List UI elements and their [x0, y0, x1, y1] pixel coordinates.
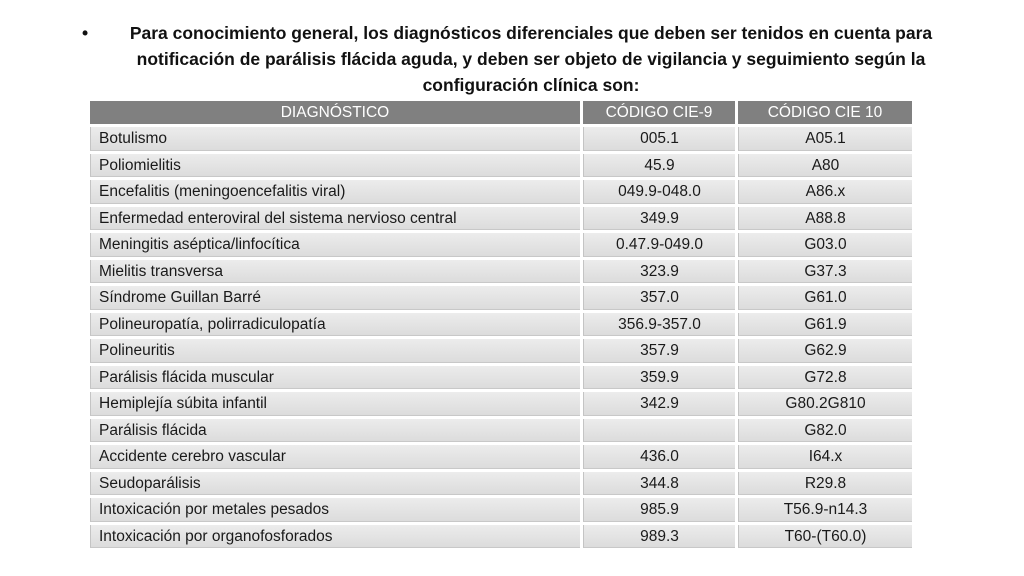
cell-cie9: 344.8 [583, 472, 735, 496]
cell-cie9: 349.9 [583, 207, 735, 231]
cell-diagnostico: Polineuritis [90, 339, 580, 363]
cell-cie9: 359.9 [583, 366, 735, 390]
cell-cie9: 342.9 [583, 392, 735, 416]
cell-cie9: 323.9 [583, 260, 735, 284]
cell-cie9: 45.9 [583, 154, 735, 178]
cell-cie10: G37.3 [738, 260, 912, 284]
header-cie10: CÓDIGO CIE 10 [738, 101, 912, 124]
cell-cie9: 989.3 [583, 525, 735, 549]
cell-cie10: R29.8 [738, 472, 912, 496]
cell-cie10: A88.8 [738, 207, 912, 231]
cell-diagnostico: Hemiplejía súbita infantil [90, 392, 580, 416]
diagnosis-table [90, 101, 912, 548]
cell-cie10: A80 [738, 154, 912, 178]
cell-cie9: 985.9 [583, 498, 735, 522]
cell-cie10: G72.8 [738, 366, 912, 390]
cell-cie10: G62.9 [738, 339, 912, 363]
cell-diagnostico: Mielitis transversa [90, 260, 580, 284]
cell-diagnostico: Síndrome Guillan Barré [90, 286, 580, 310]
cell-cie9: 357.0 [583, 286, 735, 310]
cell-cie10: T60-(T60.0) [738, 525, 912, 549]
cell-cie10: A86.x [738, 180, 912, 204]
cell-cie10: T56.9-n14.3 [738, 498, 912, 522]
cell-cie9: 049.9-048.0 [583, 180, 735, 204]
cell-diagnostico: Parálisis flácida [90, 419, 580, 443]
cell-cie10: G61.0 [738, 286, 912, 310]
cell-diagnostico: Polineuropatía, polirradiculopatía [90, 313, 580, 337]
cell-cie9: 005.1 [583, 127, 735, 151]
header-cie9: CÓDIGO CIE-9 [583, 101, 735, 124]
cell-cie9: 436.0 [583, 445, 735, 469]
cell-cie9: 357.9 [583, 339, 735, 363]
cell-cie10: A05.1 [738, 127, 912, 151]
cell-cie9: 356.9-357.0 [583, 313, 735, 337]
cell-diagnostico: Enfermedad enteroviral del sistema nervioso central [90, 207, 580, 231]
cell-diagnostico: Accidente cerebro vascular [90, 445, 580, 469]
cell-diagnostico: Meningitis aséptica/linfocítica [90, 233, 580, 257]
cell-diagnostico: Intoxicación por organofosforados [90, 525, 580, 549]
cell-diagnostico: Botulismo [90, 127, 580, 151]
intro-text: Para conocimiento general, los diagnósticos diferenciales que deben ser tenidos en cuenta para notificación de parálisis flácida aguda, y deben ser objeto de vigilancia y seguimiento según la configuración clínica son: [129, 23, 933, 95]
cell-diagnostico: Poliomielitis [90, 154, 580, 178]
intro-paragraph [82, 20, 962, 98]
cell-cie9: 0.47.9-049.0 [583, 233, 735, 257]
cell-diagnostico: Encefalitis (meningoencefalitis viral) [90, 180, 580, 204]
cell-diagnostico: Intoxicación por metales pesados [90, 498, 580, 522]
cell-diagnostico: Parálisis flácida muscular [90, 366, 580, 390]
cell-cie10: G03.0 [738, 233, 912, 257]
bullet-icon: • [82, 23, 89, 43]
cell-cie10: G80.2G810 [738, 392, 912, 416]
header-diagnostico: DIAGNÓSTICO [90, 101, 580, 124]
cell-cie9 [583, 419, 735, 443]
cell-cie10: G61.9 [738, 313, 912, 337]
cell-diagnostico: Seudoparálisis [90, 472, 580, 496]
cell-cie10: I64.x [738, 445, 912, 469]
cell-cie10: G82.0 [738, 419, 912, 443]
